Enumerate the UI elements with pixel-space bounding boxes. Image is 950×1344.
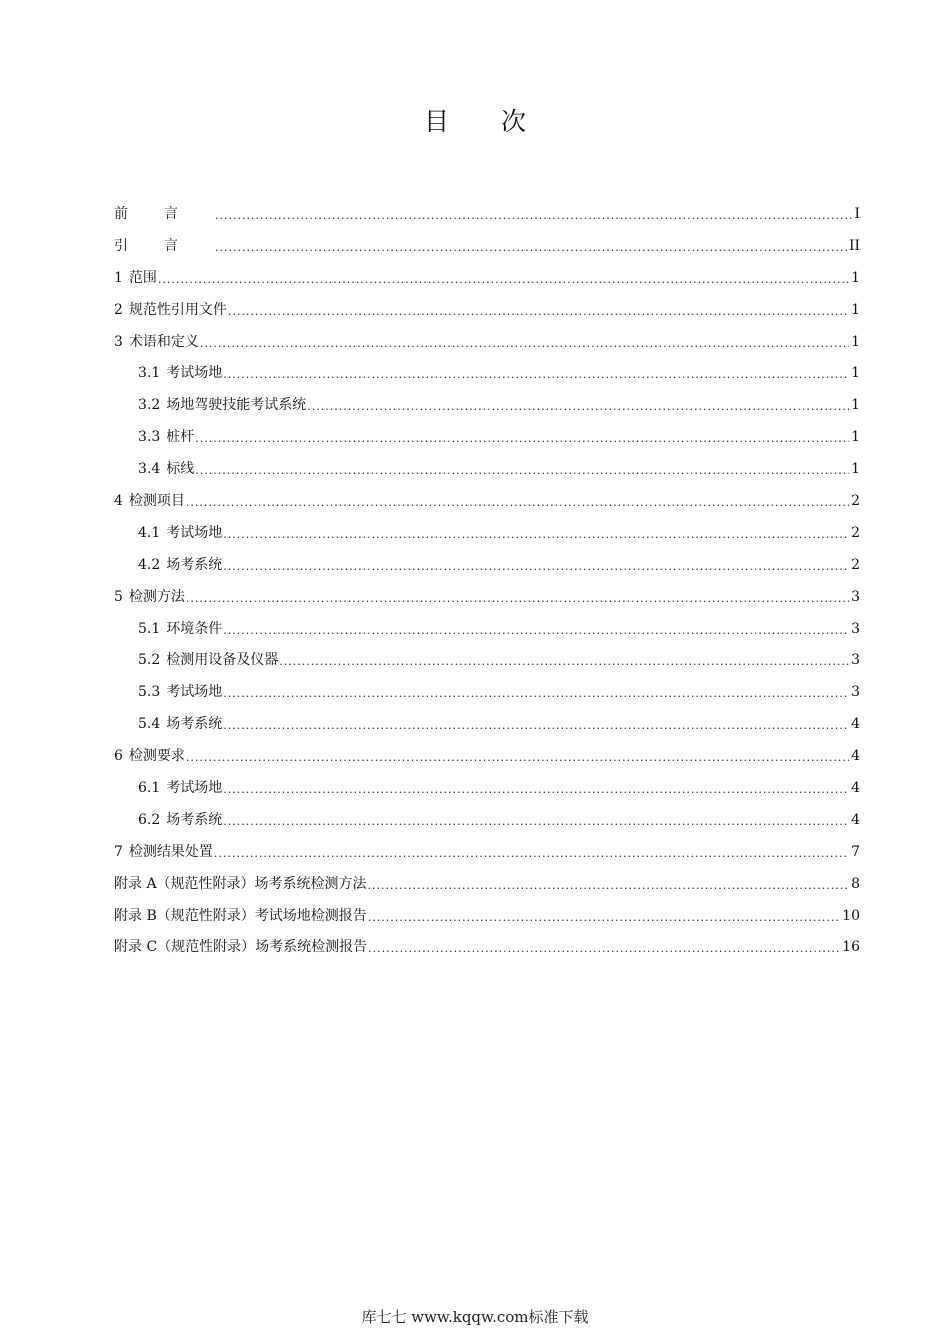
toc-entry-page: 7 <box>851 843 860 860</box>
toc-entry[interactable] <box>114 389 860 421</box>
toc-entry-text: 附录 B（规范性附录）考试场地检测报告 <box>114 907 367 924</box>
toc-entry-label <box>138 428 194 446</box>
toc-dot-leader <box>223 526 849 544</box>
toc-entry-number: 3.3 <box>138 429 161 446</box>
toc-dot-leader <box>223 717 849 735</box>
toc-entry[interactable] <box>114 613 860 645</box>
toc-entry-text: 考试场地 <box>166 779 223 796</box>
toc-entry-number: 4.2 <box>138 556 161 573</box>
toc-entry-page: 3 <box>851 684 860 701</box>
toc-entry-page: 10 <box>842 907 860 924</box>
toc-entry-label <box>114 269 157 287</box>
toc-entry-page: 4 <box>851 716 860 733</box>
toc-dot-leader <box>186 749 849 767</box>
toc-dot-leader <box>195 462 849 480</box>
toc-entry[interactable] <box>114 453 860 485</box>
toc-entry-page: 1 <box>851 429 860 446</box>
toc-entry-label <box>138 811 222 829</box>
toc-entry-text: 场考系统 <box>166 556 223 573</box>
toc-entry-text: 考试场地 <box>166 684 223 701</box>
toc-dot-leader <box>200 335 849 353</box>
toc-entry-number: 6.1 <box>138 779 161 796</box>
toc-entry-text: 检测用设备及仪器 <box>166 652 279 669</box>
toc-dot-leader <box>214 845 849 863</box>
toc-entry-label <box>114 205 214 223</box>
toc-entry[interactable] <box>114 326 860 358</box>
footer-watermark: 库七七 www.kqqw.com标准下载 <box>361 1308 589 1326</box>
toc-entry[interactable] <box>114 230 860 262</box>
toc-entry-text: 前言 <box>114 205 214 222</box>
toc-entry-label <box>138 460 194 478</box>
toc-entry-text: 附录 C（规范性附录）场考系统检测报告 <box>114 939 368 956</box>
toc-entry-label <box>138 556 222 574</box>
toc-entry-label <box>114 747 185 765</box>
toc-entry-page: 1 <box>851 365 860 382</box>
toc-entry-number: 5.3 <box>138 684 161 701</box>
toc-entry-text: 桩杆 <box>166 429 195 446</box>
toc-dot-leader <box>215 207 852 225</box>
toc-entry-text: 场考系统 <box>166 811 223 828</box>
toc-entry-page: 8 <box>851 875 860 892</box>
toc-entry[interactable] <box>114 708 860 740</box>
toc-entry[interactable] <box>114 198 860 230</box>
toc-entry-text: 检测项目 <box>128 492 185 509</box>
toc-entry-label <box>114 237 214 255</box>
toc-dot-leader <box>215 239 847 257</box>
toc-entry-label <box>138 524 222 542</box>
toc-dot-leader <box>368 909 840 927</box>
toc-entry-page: 1 <box>851 269 860 286</box>
toc-dot-leader <box>223 781 849 799</box>
toc-entry-number: 3.2 <box>138 397 161 414</box>
toc-entry-text: 标线 <box>166 461 195 478</box>
toc-entry-page: 2 <box>851 492 860 509</box>
table-of-contents <box>114 198 860 963</box>
toc-entry-page: 16 <box>842 939 860 956</box>
toc-entry-number: 4 <box>114 492 123 509</box>
toc-entry[interactable] <box>114 772 860 804</box>
toc-dot-leader <box>186 590 849 608</box>
toc-entry[interactable] <box>114 421 860 453</box>
toc-entry[interactable] <box>114 868 860 900</box>
toc-entry-label <box>114 907 367 925</box>
toc-entry-label <box>114 333 199 351</box>
toc-dot-leader <box>223 622 849 640</box>
title-right: 次 <box>501 107 527 136</box>
toc-entry-number: 5.1 <box>138 620 161 637</box>
toc-entry-label <box>138 620 222 638</box>
toc-entry[interactable] <box>114 644 860 676</box>
toc-entry-number: 2 <box>114 301 123 318</box>
toc-entry-text: 检测要求 <box>128 748 185 765</box>
toc-entry[interactable] <box>114 836 860 868</box>
toc-dot-leader <box>279 653 849 671</box>
toc-entry[interactable] <box>114 581 860 613</box>
title-left: 目 <box>423 107 449 136</box>
toc-entry-number: 7 <box>114 843 123 860</box>
toc-dot-leader <box>223 813 849 831</box>
toc-entry-label <box>138 364 222 382</box>
toc-entry[interactable] <box>114 262 860 294</box>
toc-entry-label <box>114 301 227 319</box>
toc-entry-page: I <box>854 205 860 222</box>
toc-entry-page: II <box>848 237 860 254</box>
toc-entry-label <box>138 683 222 701</box>
toc-entry-text: 范围 <box>128 269 157 286</box>
toc-entry-text: 附录 A（规范性附录）场考系统检测方法 <box>114 875 367 892</box>
toc-entry-number: 4.1 <box>138 524 161 541</box>
toc-entry-page: 4 <box>851 748 860 765</box>
toc-entry-text: 考试场地 <box>166 365 223 382</box>
toc-entry-text: 考试场地 <box>166 524 223 541</box>
toc-entry[interactable] <box>114 517 860 549</box>
toc-dot-leader <box>223 558 849 576</box>
toc-entry-number: 3 <box>114 333 123 350</box>
toc-entry-label <box>114 875 367 893</box>
toc-entry-page: 3 <box>851 620 860 637</box>
toc-dot-leader <box>186 494 849 512</box>
toc-entry-text: 环境条件 <box>166 620 223 637</box>
toc-entry[interactable] <box>114 900 860 932</box>
toc-entry-page: 1 <box>851 333 860 350</box>
toc-entry-page: 4 <box>851 811 860 828</box>
toc-dot-leader <box>195 430 849 448</box>
toc-entry[interactable] <box>114 294 860 326</box>
toc-entry[interactable] <box>114 931 860 963</box>
toc-entry[interactable] <box>114 676 860 708</box>
toc-entry-label <box>138 651 278 669</box>
toc-entry-text: 术语和定义 <box>128 333 199 350</box>
toc-entry-text: 规范性引用文件 <box>128 301 227 318</box>
toc-dot-leader <box>223 366 849 384</box>
toc-entry-number: 5.4 <box>138 716 161 733</box>
toc-entry-text: 引言 <box>114 237 214 254</box>
toc-entry-page: 2 <box>851 524 860 541</box>
toc-entry-page: 1 <box>851 461 860 478</box>
toc-dot-leader <box>307 398 849 416</box>
toc-entry-text: 检测结果处置 <box>128 843 213 860</box>
toc-entry-number: 1 <box>114 269 123 286</box>
toc-entry-number: 6.2 <box>138 811 161 828</box>
toc-entry-label <box>114 492 185 510</box>
toc-entry-label <box>138 779 222 797</box>
toc-dot-leader <box>158 271 849 289</box>
toc-dot-leader <box>368 940 840 958</box>
toc-entry-label <box>114 843 213 861</box>
toc-entry-page: 1 <box>851 397 860 414</box>
toc-entry-number: 5.2 <box>138 652 161 669</box>
toc-entry-text: 场考系统 <box>166 716 223 733</box>
toc-entry[interactable] <box>114 740 860 772</box>
toc-entry-text: 检测方法 <box>128 588 185 605</box>
toc-entry-label <box>138 396 306 414</box>
toc-dot-leader <box>228 303 849 321</box>
toc-entry[interactable] <box>114 549 860 581</box>
toc-entry-page: 3 <box>851 588 860 605</box>
toc-dot-leader <box>223 685 849 703</box>
toc-entry-text: 场地驾驶技能考试系统 <box>166 397 307 414</box>
toc-entry-number: 3.1 <box>138 365 161 382</box>
toc-entry-number: 6 <box>114 748 123 765</box>
toc-entry-label <box>114 938 367 956</box>
page-title <box>0 102 950 138</box>
toc-entry[interactable] <box>114 804 860 836</box>
toc-entry-page: 1 <box>851 301 860 318</box>
toc-entry-page: 2 <box>851 556 860 573</box>
toc-entry-label <box>138 715 222 733</box>
toc-entry[interactable] <box>114 485 860 517</box>
toc-entry-label <box>114 588 185 606</box>
toc-entry-page: 4 <box>851 779 860 796</box>
toc-dot-leader <box>368 877 850 895</box>
toc-entry[interactable] <box>114 357 860 389</box>
toc-entry-number: 3.4 <box>138 461 161 478</box>
toc-entry-number: 5 <box>114 588 123 605</box>
toc-entry-page: 3 <box>851 652 860 669</box>
